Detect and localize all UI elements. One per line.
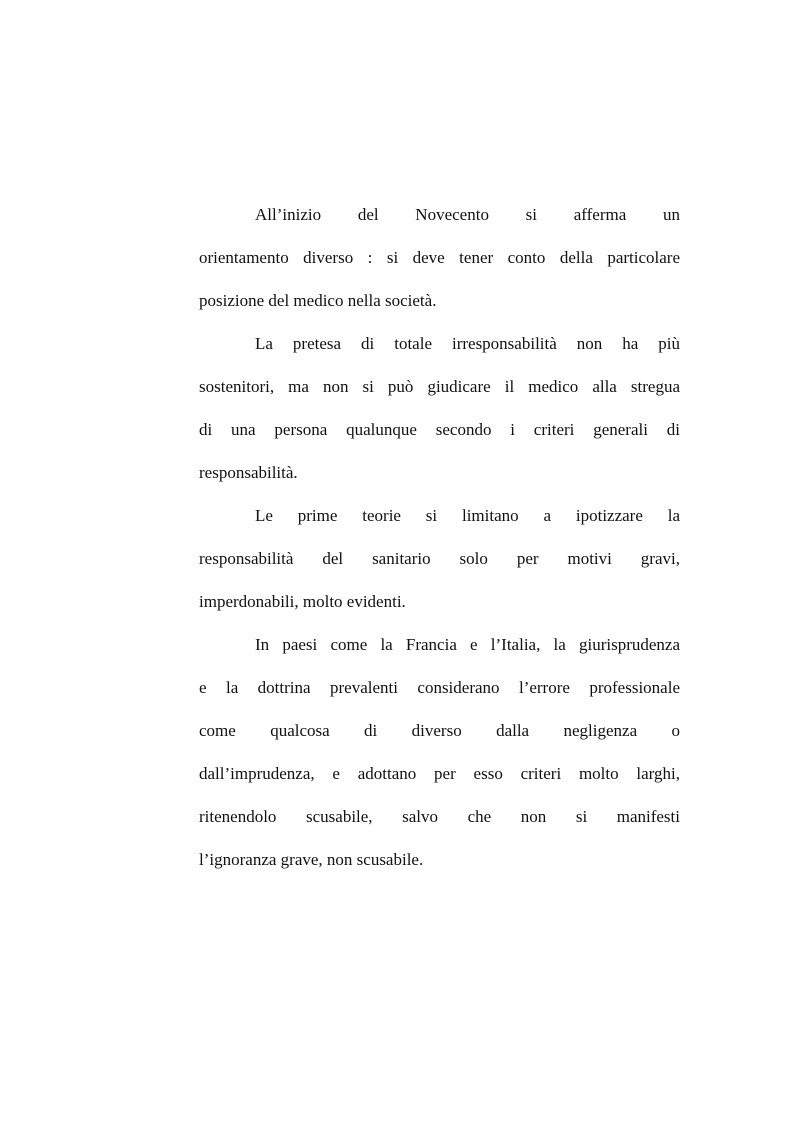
paragraph-line: imperdonabili, molto evidenti. — [199, 592, 406, 611]
paragraph-line: responsabilità. — [199, 463, 298, 482]
paragraph-line: posizione del medico nella società. — [199, 291, 437, 310]
paragraph-line: All’inizio del Novecento si afferma un — [255, 205, 680, 224]
paragraph-line: come qualcosa di diverso dalla negligenza o — [199, 721, 680, 740]
paragraph-4 — [199, 623, 680, 881]
paragraph-line: di una persona qualunque secondo i criteri generali di — [199, 420, 680, 439]
paragraph-line: orientamento diverso : si deve tener conto della particolare — [199, 248, 680, 267]
paragraph-line: sostenitori, ma non si può giudicare il medico alla stregua — [199, 377, 680, 396]
paragraph-line: responsabilità del sanitario solo per motivi gravi, — [199, 549, 680, 568]
body-text — [199, 193, 680, 881]
paragraph-line: dall’imprudenza, e adottano per esso criteri molto larghi, — [199, 764, 680, 783]
paragraph-3 — [199, 494, 680, 623]
paragraph-line: La pretesa di totale irresponsabilità non ha più — [255, 334, 680, 353]
paragraph-1 — [199, 193, 680, 322]
paragraph-line: In paesi come la Francia e l’Italia, la giurisprudenza — [255, 635, 680, 654]
paragraph-line: l’ignoranza grave, non scusabile. — [199, 850, 424, 869]
paragraph-line: Le prime teorie si limitano a ipotizzare la — [255, 506, 680, 525]
paragraph-line: ritenendolo scusabile, salvo che non si manifesti — [199, 807, 680, 826]
paragraph-2 — [199, 322, 680, 494]
paragraph-line: e la dottrina prevalenti considerano l’errore professionale — [199, 678, 680, 697]
